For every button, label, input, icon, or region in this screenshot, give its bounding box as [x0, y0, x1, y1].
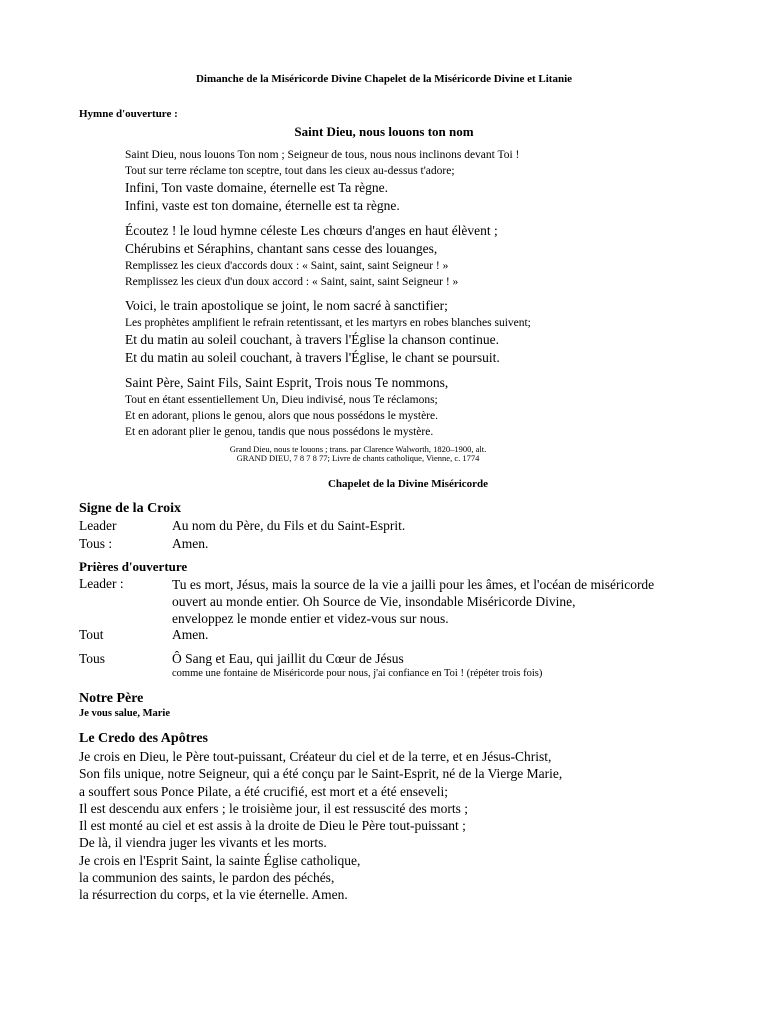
hymn-verse-line: Tout en étant essentiellement Un, Dieu indivisé, nous Te réclamons; — [125, 394, 438, 406]
hymn-verse-line: Et en adorant, plions le genou, alors que nous possédons le mystère. — [125, 410, 438, 422]
creed-line: Il est monté au ciel et est assis à la droite de Dieu le Père tout-puissant ; — [79, 818, 466, 834]
creed-heading: Le Credo des Apôtres — [79, 731, 208, 746]
creed-line: Son fils unique, notre Seigneur, qui a été conçu par le Saint-Esprit, né de la Vierge Marie, — [79, 766, 563, 782]
opening-tout-label: Tout — [79, 627, 104, 642]
hymn-verse-line: Remplissez les cieux d'accords doux : « Saint, saint, saint Seigneur ! » — [125, 260, 449, 272]
hymn-verse-line: Les prophètes amplifient le refrain retentissant, et les martyrs en robes blanches suivent; — [125, 317, 531, 329]
hymn-verse-line: Voici, le train apostolique se joint, le nom sacré à sanctifier; — [125, 298, 448, 313]
creed-line: Il est descendu aux enfers ; le troisième jour, il est ressuscité des morts ; — [79, 800, 468, 816]
hymn-credit-line-2: GRAND DIEU, 7 8 7 8 77; Livre de chants catholique, Vienne, c. 1774 — [236, 453, 480, 463]
our-father-heading: Notre Père — [79, 691, 144, 706]
hymn-verse — [125, 374, 531, 440]
opening-prayers-heading: Prières d'ouverture — [79, 559, 188, 574]
hymn-credit-line-1: Grand Dieu, nous te louons ; trans. par Clarence Walworth, 1820–1900, alt. — [229, 444, 487, 454]
hymn-verse — [125, 297, 531, 367]
opening-tous-sub: comme une fontaine de Miséricorde pour nous, j'ai confiance en Toi ! (répéter trois fois) — [172, 668, 543, 679]
opening-leader-line-1: Tu es mort, Jésus, mais la source de la vie a jailli pour les âmes, et l'océan de miséricorde — [172, 577, 655, 592]
hymn-verse-line: Remplissez les cieux d'un doux accord : « Saint, saint, saint Seigneur ! » — [125, 276, 459, 288]
hymn-title: Saint Dieu, nous louons ton nom — [294, 124, 474, 139]
chaplet-title: Chapelet de la Divine Miséricorde — [327, 478, 489, 490]
creed-line: la communion des saints, le pardon des péchés, — [79, 870, 335, 886]
opening-tout-text: Amen. — [172, 627, 209, 642]
hymn-verse-line: Chérubins et Séraphins, chantant sans cesse des louanges, — [125, 241, 438, 256]
opening-leader-text — [172, 576, 654, 627]
sign-all-label: Tous : — [79, 536, 113, 551]
hymn-verse-line: Tout sur terre réclame ton sceptre, tout dans les cieux au-dessus t'adore; — [125, 165, 455, 177]
hymn-verse-line: Saint Dieu, nous louons Ton nom ; Seigneur de tous, nous nous inclinons devant Toi ! — [125, 149, 520, 161]
our-father-sub: Je vous salue, Marie — [79, 708, 170, 719]
hymn-verse — [125, 222, 531, 290]
hymn-verse-line: Écoutez ! le loud hymne céleste Les chœurs d'anges en haut élèvent ; — [125, 223, 498, 238]
creed-line: la résurrection du corps, et la vie éternelle. Amen. — [79, 887, 348, 903]
document-title: Dimanche de la Miséricorde Divine Chapelet de la Miséricorde Divine et Litanie — [195, 73, 573, 85]
creed-line: Je crois en Dieu, le Père tout-puissant, Créateur du ciel et de la terre, et en Jésus-Christ, — [79, 749, 552, 764]
hymn-verse — [125, 147, 531, 215]
opening-leader-line-2: ouvert au monde entier. Oh Source de Vie, insondable Miséricorde Divine, — [172, 594, 576, 609]
hymn-verse-line: Infini, Ton vaste domaine, éternelle est Ta règne. — [125, 180, 389, 195]
creed-line: a souffert sous Ponce Pilate, a été crucifié, est mort et a été enseveli; — [79, 783, 448, 799]
creed-line: Je crois en l'Esprit Saint, la sainte Église catholique, — [79, 852, 361, 868]
opening-tous-label: Tous — [79, 651, 106, 666]
sign-leader-text: Au nom du Père, du Fils et du Saint-Esprit. — [172, 518, 406, 533]
creed-text — [79, 748, 562, 904]
hymn-verse-line: Et du matin au soleil couchant, à travers l'Église, le chant se poursuit. — [125, 350, 500, 365]
sign-all-text: Amen. — [172, 536, 209, 551]
hymn-verse-line: Infini, vaste est ton domaine, éternelle est ta règne. — [125, 198, 400, 213]
opening-leader-line-3: enveloppez le monde entier et videz-vous sur nous. — [172, 611, 449, 626]
hymn-label: Hymne d'ouverture : — [79, 108, 178, 120]
sign-of-cross-heading: Signe de la Croix — [79, 501, 182, 516]
sign-leader-label: Leader — [79, 518, 117, 533]
hymn-verse-line: Et en adorant plier le genou, tandis que nous possédons le mystère. — [125, 426, 434, 438]
opening-tous-text: Ô Sang et Eau, qui jaillit du Cœur de Jésus — [172, 651, 404, 666]
creed-line: De là, il viendra juger les vivants et les morts. — [79, 835, 327, 851]
hymn-verses — [125, 147, 531, 447]
hymn-verse-line: Saint Père, Saint Fils, Saint Esprit, Trois nous Te nommons, — [125, 375, 449, 390]
hymn-credit — [0, 445, 716, 463]
hymn-verse-line: Et du matin au soleil couchant, à travers l'Église la chanson continue. — [125, 332, 499, 347]
opening-leader-label: Leader : — [79, 576, 124, 591]
